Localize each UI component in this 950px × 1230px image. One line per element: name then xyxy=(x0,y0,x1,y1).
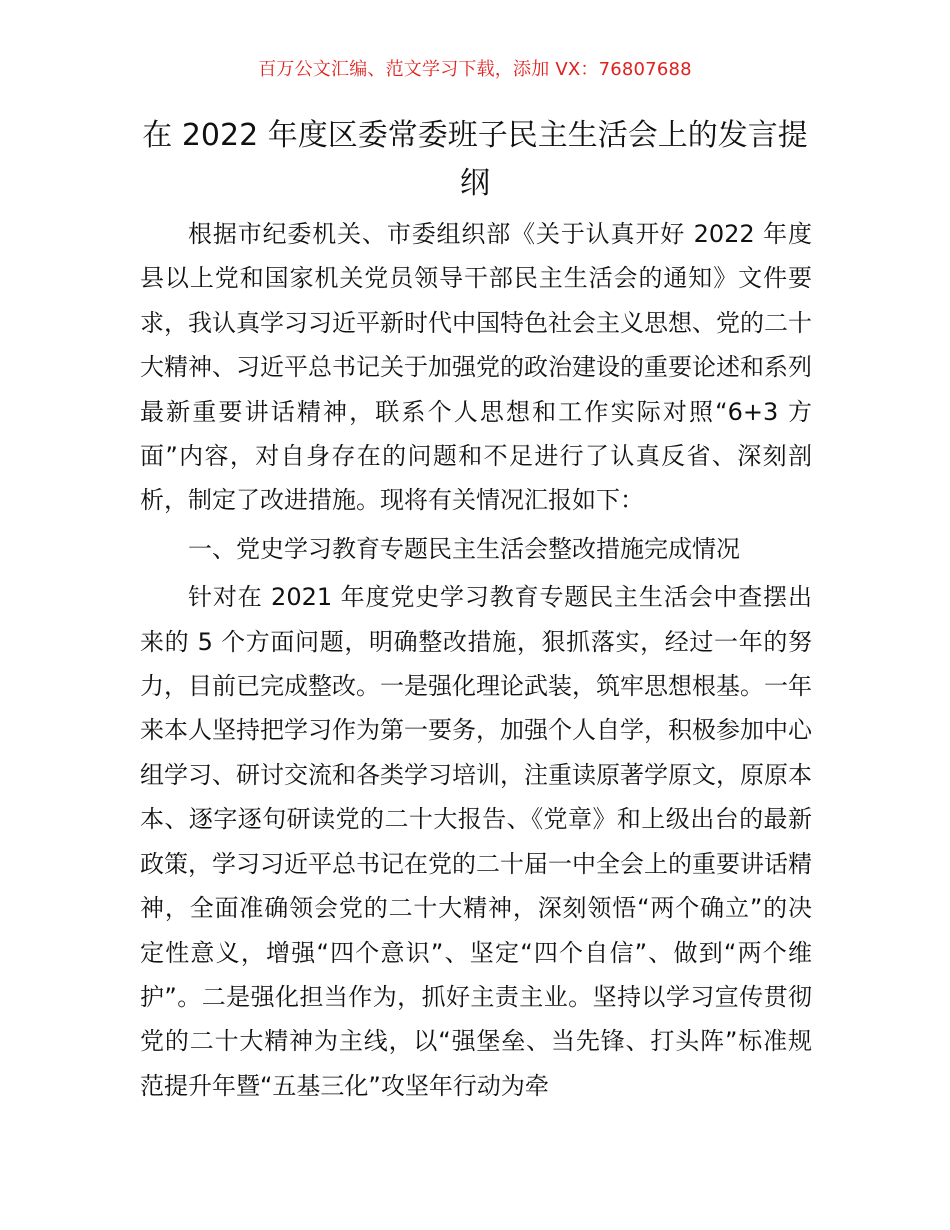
body-paragraph: 针对在 2021 年度党史学习教育专题民主生活会中查摆出来的 5 个方面问题，明确整改措施，狠抓落实，经过一年的努力，目前已完成整改。一是强化理论武装，筑牢思想根基。一年来本人坚持把学习作为第一要务，加强个人自学，积极参加中心组学习、研讨交流和各类学习培训，注重读原著学原文，原原本本、逐字逐句研读党的二十大报告、《党章》和上级出台的最新政策，学习习近平总书记在党的二十届一中全会上的重要讲话精神，全面准确领会党的二十大精神，深刻领悟“两个确立”的决定性意义，增强“四个意识”、坚定“四个自信”、做到“两个维护”。二是强化担当作为，抓好主责主业。坚持以学习宣传贯彻党的二十大精神为主线，以“强堡垒、当先锋、打头阵”标准规范提升年暨“五基三化”攻坚年行动为牵 xyxy=(140,583,812,1100)
watermark-header-note: 百万公文汇编、范文学习下载，添加 VX：76807688 xyxy=(258,59,692,80)
intro-paragraph: 根据市纪委机关、市委组织部《关于认真开好 2022 年度县以上党和国家机关党员领导干部民主生活会的通知》文件要求，我认真学习习近平新时代中国特色社会主义思想、党的二十大精神、习近平总书记关于加强党的政治建设的重要论述和系列最新重要讲话精神，联系个人思想和工作实际对照“6+3 方面”内容，对自身存在的问题和不足进行了认真反省、深刻剖析，制定了改进措施。现将有关情况汇报如下： xyxy=(140,220,812,515)
document-body xyxy=(140,212,812,1108)
document-title: 在 2022 年度区委常委班子民主生活会上的发言提纲 xyxy=(142,118,808,201)
section-heading: 一、党史学习教育专题民主生活会整改措施完成情况 xyxy=(188,534,740,563)
